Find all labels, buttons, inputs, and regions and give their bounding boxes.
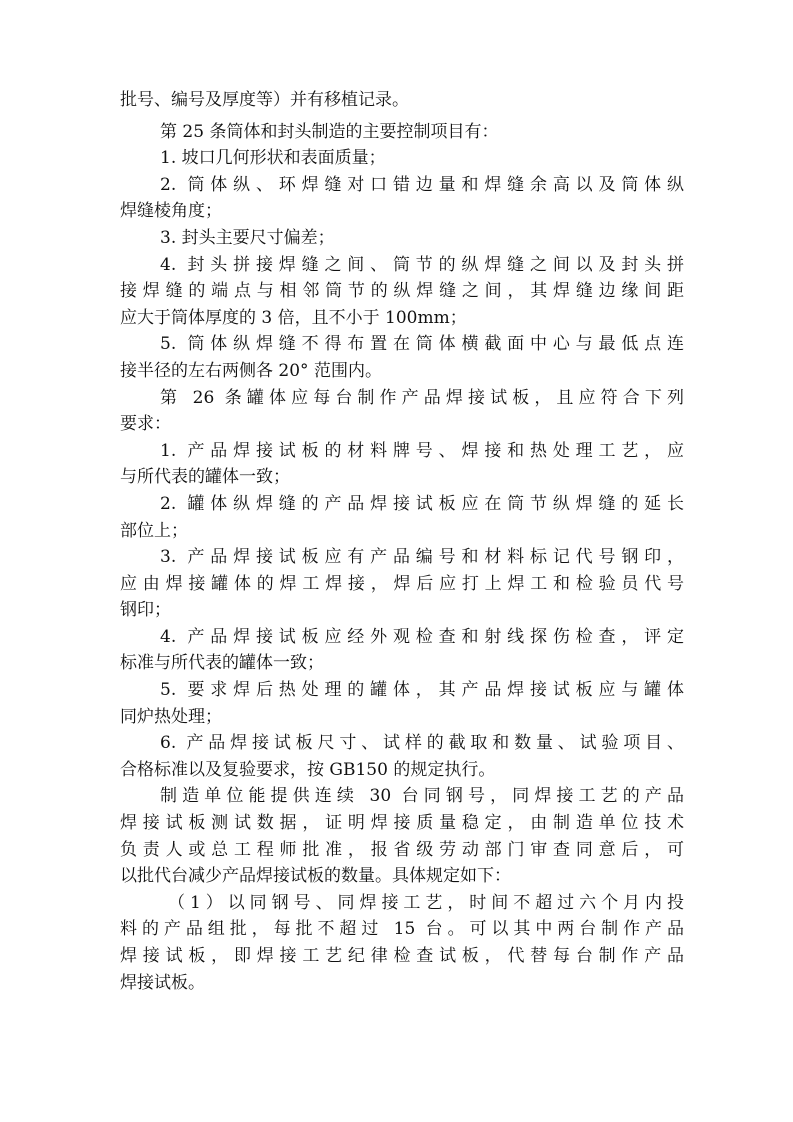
text-line: 2. 罐体纵焊缝的产品焊接试板应在筒节纵焊缝的延长 [160, 493, 684, 514]
text-line: 负责人或总工程师批准，报省级劳动部门审查同意后，可 [120, 839, 684, 860]
text-line: 3. 产品焊接试板应有产品编号和材料标记代号钢印， [160, 547, 684, 568]
text-line: 应由焊接罐体的焊工焊接，焊后应打上焊工和检验员代号 [120, 573, 684, 594]
text-line: 接焊缝的端点与相邻筒节的纵焊缝之间，其焊缝边缘间距 [120, 281, 684, 302]
text-line: 2. 筒体纵、环焊缝对口错边量和焊缝余高以及筒体纵 [160, 174, 684, 195]
text-line: 焊接试板，即焊接工艺纪律检查试板，代替每台制作产品 [120, 946, 684, 966]
text-line: 钢印； [120, 600, 171, 621]
text-line: 制造单位能提供连续 30 台同钢号，同焊接工艺的产品 [160, 786, 684, 807]
text-line: 焊接试板测试数据，证明焊接质量稳定，由制造单位技术 [120, 813, 684, 834]
text-line: 第 25 条筒体和封头制造的主要控制项目有： [160, 121, 499, 142]
text-line: （1）以同钢号、同焊接工艺，时间不超过六个月内投 [168, 892, 684, 913]
text-line: 标准与所代表的罐体一致； [120, 653, 324, 674]
text-line: 要求： [120, 414, 171, 435]
text-line: 1. 产品焊接试板的材料牌号、焊接和热处理工艺，应 [160, 440, 684, 461]
text-line: 料的产品组批，每批不超过 15 台。可以其中两台制作产品 [120, 919, 684, 940]
text-line: 焊接试板。 [120, 972, 205, 993]
text-line: 同炉热处理； [120, 706, 222, 727]
text-line: 与所代表的罐体一致； [120, 467, 290, 488]
text-line: 3. 封头主要尺寸偏差； [160, 227, 335, 248]
text-line: 5. 筒体纵焊缝不得布置在筒体横截面中心与最低点连 [160, 334, 684, 355]
text-line: 批号、编号及厚度等）并有移植记录。 [120, 90, 409, 110]
text-line: 4. 产品焊接试板应经外观检查和射线探伤检查，评定 [160, 626, 684, 647]
text-line: 接半径的左右两侧各 20° 范围内。 [120, 360, 382, 381]
text-line: 第 26 条罐体应每台制作产品焊接试板，且应符合下列 [160, 387, 684, 408]
text-line: 4. 封头拼接焊缝之间、筒节的纵焊缝之间以及封头拼 [160, 254, 684, 275]
text-line: 合格标准以及复验要求，按 GB150 的规定执行。 [120, 759, 496, 780]
text-line: 焊缝棱角度； [120, 201, 222, 222]
text-line: 应大于筒体厚度的 3 倍，且不小于 100mm； [120, 307, 467, 328]
text-line: 部位上； [120, 520, 188, 541]
text-line: 6. 产品焊接试板尺寸、试样的截取和数量、试验项目、 [160, 733, 684, 754]
text-line: 以批代台减少产品焊接试板的数量。具体规定如下： [120, 866, 511, 887]
document-body [120, 87, 684, 996]
text-line: 5. 要求焊后热处理的罐体，其产品焊接试板应与罐体 [160, 680, 684, 701]
text-line: 1. 坡口几何形状和表面质量； [160, 148, 386, 169]
